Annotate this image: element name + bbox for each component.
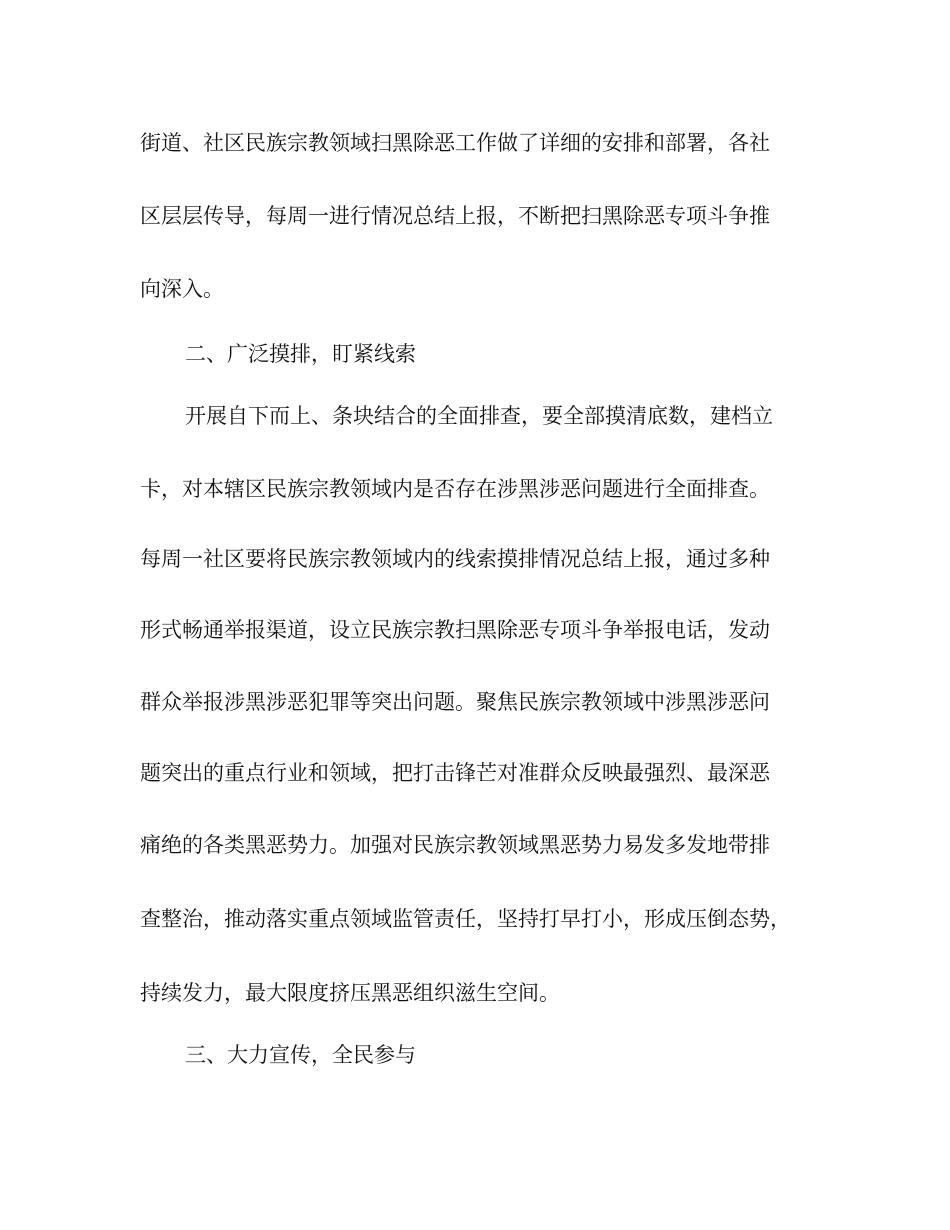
paragraph-line: 题突出的重点行业和领域，把打击锋芒对准群众反映最强烈、最深恶 bbox=[140, 761, 770, 785]
paragraph-line: 形式畅通举报渠道，设立民族宗教扫黑除恶专项斗争举报电话，发动 bbox=[140, 618, 770, 642]
section-heading: 三、大力宣传，全民参与 bbox=[185, 1043, 416, 1067]
paragraph-line: 持续发力，最大限度挤压黑恶组织滋生空间。 bbox=[140, 981, 560, 1005]
paragraph-line: 区层层传导，每周一进行情况总结上报，不断把扫黑除恶专项斗争推 bbox=[140, 204, 770, 228]
paragraph-line: 开展自下而上、条块结合的全面排查，要全部摸清底数，建档立 bbox=[185, 404, 773, 428]
paragraph-line: 查整治，推动落实重点领域监管责任，坚持打早打小，形成压倒态势， bbox=[140, 907, 791, 931]
paragraph-line: 群众举报涉黑涉恶犯罪等突出问题。聚焦民族宗教领域中涉黑涉恶问 bbox=[140, 690, 770, 714]
paragraph-line: 卡，对本辖区民族宗教领域内是否存在涉黑涉恶问题进行全面排查。 bbox=[140, 477, 770, 501]
paragraph-line: 痛绝的各类黑恶势力。加强对民族宗教领域黑恶势力易发多发地带排 bbox=[140, 833, 770, 857]
paragraph-line: 每周一社区要将民族宗教领域内的线索摸排情况总结上报，通过多种 bbox=[140, 547, 770, 571]
paragraph-line: 街道、社区民族宗教领域扫黑除恶工作做了详细的安排和部署，各社 bbox=[140, 131, 770, 155]
section-heading: 二、广泛摸排，盯紧线索 bbox=[185, 342, 416, 366]
paragraph-line: 向深入。 bbox=[140, 277, 224, 301]
